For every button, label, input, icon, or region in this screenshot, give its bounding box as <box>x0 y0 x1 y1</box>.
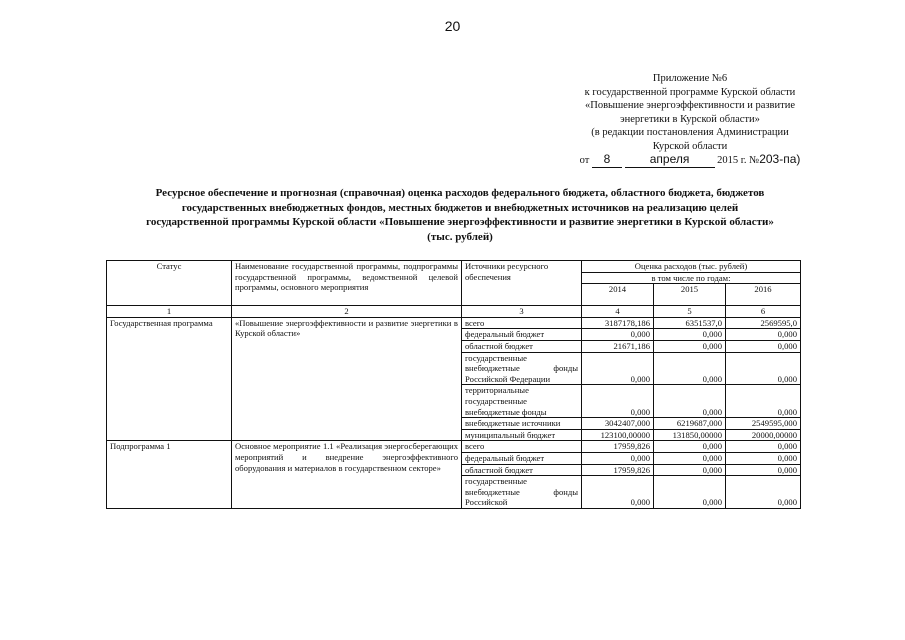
header-year-2014: 2014 <box>582 284 654 306</box>
value-2015: 0,000 <box>654 352 726 385</box>
header-row <box>107 261 801 273</box>
value-2016: 0,000 <box>726 340 801 352</box>
value-2014: 123100,00000 <box>582 429 654 441</box>
header-status: Статус <box>107 261 232 306</box>
column-number-row <box>107 306 801 318</box>
header-source: Источники ресурсного обеспечения <box>462 261 582 306</box>
value-2014: 0,000 <box>582 352 654 385</box>
date-prefix: от <box>579 155 590 166</box>
source-cell: государственные внебюджетные фонды Российской Федерации <box>462 352 582 385</box>
header-by-year: в том числе по годам: <box>582 272 801 284</box>
source-cell: муниципальный бюджет <box>462 429 582 441</box>
value-2016: 20000,00000 <box>726 429 801 441</box>
value-2014: 0,000 <box>582 329 654 341</box>
value-2015: 131850,00000 <box>654 429 726 441</box>
value-2015: 0,000 <box>654 464 726 476</box>
value-2015: 6219687,000 <box>654 418 726 430</box>
resource-table <box>106 260 801 509</box>
table-row <box>107 317 801 329</box>
value-2016: 0,000 <box>726 464 801 476</box>
value-2015: 0,000 <box>654 452 726 464</box>
appendix-line: «Повышение энергоэффективности и развитие <box>585 100 795 111</box>
value-2015: 0,000 <box>654 441 726 453</box>
value-2015: 0,000 <box>654 329 726 341</box>
col-number: 4 <box>582 306 654 318</box>
value-2014: 3042407,000 <box>582 418 654 430</box>
source-cell: всего <box>462 441 582 453</box>
header-name: Наименование государственной программы, подпрограммы государственной программы, ведомственной целевой программы, основного мероприятия <box>232 261 462 306</box>
value-2016: 0,000 <box>726 441 801 453</box>
title-line: (тыс. рублей) <box>427 230 493 243</box>
document-title <box>100 186 820 244</box>
header-year-2016: 2016 <box>726 284 801 306</box>
value-2014: 17959,826 <box>582 464 654 476</box>
value-2016: 2569595,0 <box>726 317 801 329</box>
source-cell: внебюджетные источники <box>462 418 582 430</box>
date-close: ) <box>796 152 801 166</box>
title-line: государственных внебюджетных фондов, местных бюджетов и внебюджетных источников на реализацию целей <box>181 201 739 214</box>
value-2014: 17959,826 <box>582 441 654 453</box>
value-2016: 0,000 <box>726 452 801 464</box>
date-year: 2015 г. № <box>717 155 760 166</box>
program-name-cell: «Повышение энергоэффективности и развитие энергетики в Курской области» <box>232 317 462 441</box>
value-2014: 3187178,186 <box>582 317 654 329</box>
appendix-block <box>520 72 860 168</box>
program-name-cell: Основное мероприятие 1.1 «Реализация энергосберегающих мероприятий и внедрение энергоэффективного оборудования и материалов в государственном секторе» <box>232 441 462 509</box>
value-2015: 0,000 <box>654 385 726 418</box>
col-number: 3 <box>462 306 582 318</box>
col-number: 5 <box>654 306 726 318</box>
title-line: государственной программы Курской области «Повышение энергоэффективности и развитие энергетики в Курской области» <box>146 216 774 228</box>
value-2016: 0,000 <box>726 329 801 341</box>
date-month: апреля <box>625 153 715 168</box>
value-2016: 0,000 <box>726 385 801 418</box>
page-number: 20 <box>444 18 461 34</box>
value-2016: 0,000 <box>726 352 801 385</box>
appendix-date-line <box>520 153 860 168</box>
source-cell: федеральный бюджет <box>462 452 582 464</box>
status-cell: Подпрограмма 1 <box>107 441 232 509</box>
value-2014: 0,000 <box>582 385 654 418</box>
col-number: 1 <box>107 306 232 318</box>
appendix-line: (в редакции постановления Администрации <box>591 127 789 138</box>
value-2015: 0,000 <box>654 476 726 509</box>
source-cell: областной бюджет <box>462 464 582 476</box>
decree-number: 203-па <box>759 152 797 166</box>
value-2014: 21671,186 <box>582 340 654 352</box>
value-2015: 0,000 <box>654 340 726 352</box>
source-cell: всего <box>462 317 582 329</box>
value-2016: 2549595,000 <box>726 418 801 430</box>
appendix-line: Приложение №6 <box>652 73 728 84</box>
date-day: 8 <box>592 153 622 168</box>
appendix-line: Курской области <box>652 140 728 152</box>
header-year-2015: 2015 <box>654 284 726 306</box>
value-2014: 0,000 <box>582 476 654 509</box>
table-row <box>107 441 801 453</box>
header-estimate: Оценка расходов (тыс. рублей) <box>582 261 801 273</box>
col-number: 2 <box>232 306 462 318</box>
appendix-line: энергетики в Курской области» <box>620 113 760 125</box>
status-cell: Государственная программа <box>107 317 232 441</box>
value-2016: 0,000 <box>726 476 801 509</box>
value-2015: 6351537,0 <box>654 317 726 329</box>
col-number: 6 <box>726 306 801 318</box>
source-cell: федеральный бюджет <box>462 329 582 341</box>
appendix-line: к государственной программе Курской области <box>584 86 796 98</box>
title-line: Ресурсное обеспечение и прогнозная (справочная) оценка расходов федерального бюджета, областного бюджета, бюджетов <box>155 187 765 199</box>
source-cell: территориальные государственные внебюджетные фонды <box>462 385 582 418</box>
source-cell: государственные внебюджетные фонды Российской <box>462 476 582 509</box>
source-cell: областной бюджет <box>462 340 582 352</box>
value-2014: 0,000 <box>582 452 654 464</box>
